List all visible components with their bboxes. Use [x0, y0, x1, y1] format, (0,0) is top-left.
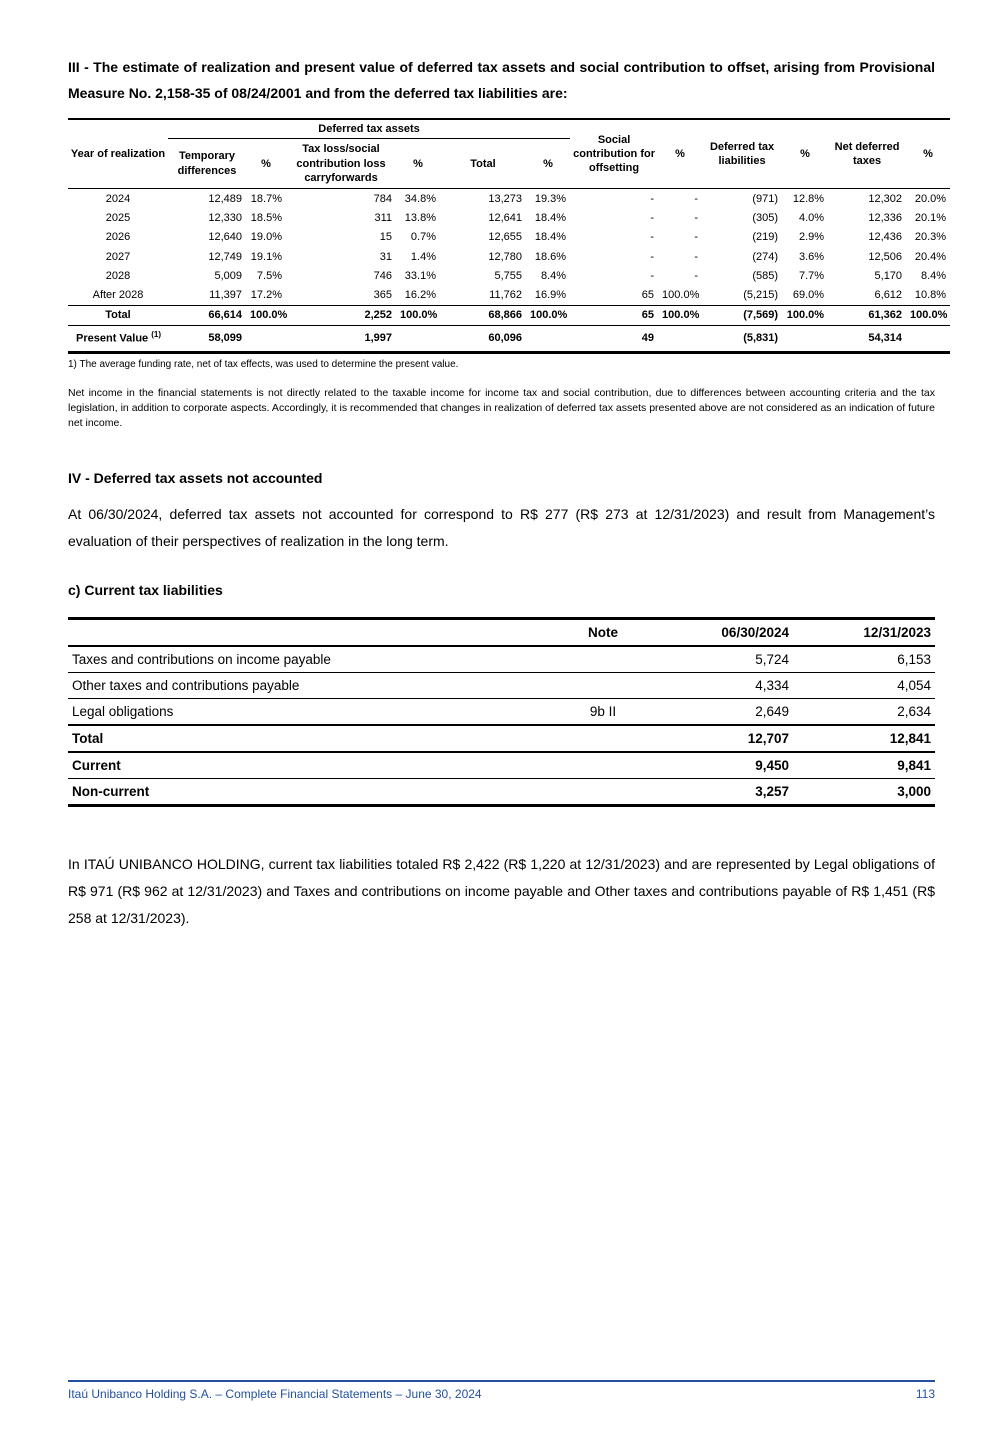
table-cell	[558, 725, 648, 752]
table-cell: 10.8%	[914, 289, 947, 302]
table-cell: 12,841	[793, 725, 935, 752]
page-number: 113	[915, 1387, 935, 1401]
present-value-label-cell	[68, 326, 168, 353]
present-value-section	[68, 326, 950, 353]
table-row-data	[68, 286, 950, 306]
table-cell: 58,099	[208, 332, 242, 345]
table-row-data	[68, 228, 950, 247]
table-cell: -	[650, 192, 655, 205]
table-row-data	[68, 247, 950, 266]
table-cell: 66,614	[168, 305, 246, 325]
current-tax-table-header	[68, 619, 935, 647]
present-value-row	[68, 326, 950, 353]
table-cell: 6,612	[874, 289, 903, 302]
table-cell	[558, 673, 648, 699]
table-cell: 5,170	[874, 269, 903, 282]
table-cell: 8.4%	[540, 269, 567, 282]
table-cell: 12,780	[488, 250, 522, 263]
section-iv-heading: IV - Deferred tax assets not accounted	[68, 470, 323, 487]
table-cell: 12,302	[868, 192, 903, 205]
table-cell: 12,655	[488, 231, 522, 244]
table-row-data	[68, 646, 935, 673]
table-cell: 100.0%	[906, 305, 950, 325]
table-cell: 100.0%	[526, 305, 570, 325]
table-cell: 100.0%	[782, 305, 828, 325]
table-cell: 20.4%	[914, 250, 947, 263]
table-row-data	[68, 266, 950, 285]
table-cell: (219)	[752, 231, 779, 244]
col-header-percent: %	[906, 119, 950, 189]
table-cell: Legal obligations	[68, 699, 558, 726]
table-footnote: 1) The average funding rate, net of tax effects, was used to determine the present value.	[68, 359, 459, 371]
page-footer	[68, 1380, 935, 1401]
table-cell: 12,640	[208, 231, 242, 244]
table-cell: 12,707	[648, 725, 793, 752]
present-value-footnote-ref: (1)	[151, 330, 161, 340]
col-header-note: Note	[558, 619, 648, 647]
col-header-percent: %	[658, 119, 702, 189]
section-iii-heading: III - The estimate of realization and present value of deferred tax assets and social contribution to offset, arising from Provisional Measure No. 2,158-35 of 08/24/2001 and from the deferred tax liabilities are:	[68, 59, 935, 101]
current-tax-liabilities-table	[68, 617, 935, 807]
table-cell: 4.0%	[798, 211, 825, 224]
deferred-tax-table-header	[68, 119, 950, 189]
table-cell: 5,009	[214, 269, 242, 282]
table-row-bold	[68, 779, 935, 806]
table-cell: 11,762	[489, 289, 522, 302]
table-cell: 18.7%	[250, 192, 282, 205]
table-cell	[246, 326, 286, 353]
table-cell: 12.8%	[792, 192, 825, 205]
table-cell: -	[694, 231, 699, 244]
table-row-bold	[68, 752, 935, 779]
deferred-tax-table-body	[68, 189, 950, 326]
table-cell: 784	[373, 192, 392, 205]
table-cell: 20.1%	[914, 211, 947, 224]
table-cell: 4,054	[793, 673, 935, 699]
section-iv-paragraph: At 06/30/2024, deferred tax assets not accounted for correspond to R$ 277 (R$ 273 at 12/31/2023) and result from Management’s evaluation of their perspectives of realization in the long term.	[68, 506, 935, 550]
table-cell: Current	[68, 752, 558, 779]
table-cell: (7,569)	[702, 305, 782, 325]
table-cell: 100.0%	[662, 289, 700, 302]
table-cell: 12,749	[208, 250, 242, 263]
col-header-empty	[68, 619, 558, 647]
table-cell: 18.5%	[250, 211, 282, 224]
col-header-percent: %	[246, 139, 286, 189]
table-cell: 2,252	[286, 305, 396, 325]
table-cell: 1,997	[364, 332, 392, 345]
table-cell: 2027	[105, 250, 131, 263]
table-row-total	[68, 725, 935, 752]
table-cell: -	[650, 211, 655, 224]
footer-text: Itaú Unibanco Holding S.A. – Complete Financial Statements – June 30, 2024	[68, 1387, 482, 1401]
table-cell: 1.4%	[410, 250, 436, 263]
itau-holding-paragraph: In ITAÚ UNIBANCO HOLDING, current tax liabilities totaled R$ 2,422 (R$ 1,220 at 12/31/2023) and are represented by Legal obligations of R$ 971 (R$ 962 at 12/31/2023) and Taxes and contributions on income payable and Other taxes and contributions payable of R$ 1,451 (R$ 258 at 12/31/2023).	[68, 856, 935, 927]
table-cell: After 2028	[92, 289, 144, 302]
col-header-year-of-realization: Year of realization	[68, 119, 168, 189]
table-cell: (5,831)	[743, 332, 779, 345]
table-cell: 7.5%	[256, 269, 282, 282]
net-income-note-paragraph: Net income in the financial statements is not directly related to the taxable income for income tax and social contribution, due to differences between accounting criteria and the tax legislation, in addition to corporate aspects. Accordingly, it is recommended that changes in realization of deferred tax assets presented above are not considered as an indication of future net income.	[68, 387, 935, 430]
table-cell: 2026	[105, 231, 131, 244]
table-cell: 19.3%	[534, 192, 567, 205]
col-header-total: Total	[440, 139, 526, 189]
table-cell: 2,649	[648, 699, 793, 726]
col-header-deferred-tax-liabilities: Deferred tax liabilities	[702, 119, 782, 189]
table-cell: (971)	[752, 192, 779, 205]
table-cell: 31	[379, 250, 392, 263]
table-cell: 65	[570, 305, 658, 325]
table-cell: 2.9%	[798, 231, 825, 244]
table-cell: 61,362	[828, 305, 906, 325]
table-cell: 19.0%	[250, 231, 282, 244]
table-cell: Taxes and contributions on income payable	[68, 646, 558, 673]
table-cell: 65	[641, 289, 655, 302]
table-cell: 100.0%	[246, 305, 286, 325]
table-cell	[396, 326, 440, 353]
table-cell: -	[694, 250, 699, 263]
table-cell: 11,397	[209, 289, 242, 302]
col-header-social-contribution: Social contribution for offsetting	[570, 119, 658, 189]
group-header-deferred-tax-assets: Deferred tax assets	[168, 119, 570, 139]
table-row-data	[68, 189, 950, 209]
table-cell: 68,866	[440, 305, 526, 325]
table-cell: (5,215)	[743, 289, 779, 302]
table-cell: 15	[379, 231, 392, 244]
table-row-total	[68, 305, 950, 325]
table-cell: -	[694, 192, 699, 205]
table-cell	[558, 779, 648, 806]
table-cell: 3,257	[648, 779, 793, 806]
table-cell: 12,336	[868, 211, 903, 224]
table-cell: 18.6%	[534, 250, 567, 263]
table-cell: 33.1%	[404, 269, 436, 282]
table-header-row	[68, 619, 935, 647]
table-cell: 311	[374, 211, 392, 224]
col-header-date-prior: 12/31/2023	[793, 619, 935, 647]
table-cell: 100.0%	[658, 305, 702, 325]
table-cell: 18.4%	[534, 231, 567, 244]
table-cell: 2,634	[793, 699, 935, 726]
table-cell: 2028	[105, 269, 131, 282]
table-cell: 365	[373, 289, 392, 302]
table-cell: 20.0%	[914, 192, 947, 205]
table-cell: 13,273	[488, 192, 522, 205]
col-header-temporary-differences: Temporary differences	[168, 139, 246, 189]
col-header-date-current: 06/30/2024	[648, 619, 793, 647]
table-cell: 12,436	[868, 231, 903, 244]
table-cell: (305)	[752, 211, 779, 224]
table-cell: 54,314	[868, 332, 903, 345]
table-cell: 2025	[105, 211, 131, 224]
col-header-net-deferred-taxes: Net deferred taxes	[828, 119, 906, 189]
section-c-heading: c) Current tax liabilities	[68, 582, 223, 599]
table-cell: 13.8%	[404, 211, 436, 224]
table-cell: 9,841	[793, 752, 935, 779]
table-cell: -	[650, 269, 655, 282]
col-header-percent: %	[782, 119, 828, 189]
table-cell: 3.6%	[798, 250, 825, 263]
table-cell: 18.4%	[534, 211, 567, 224]
table-cell: 8.4%	[920, 269, 947, 282]
table-cell: Other taxes and contributions payable	[68, 673, 558, 699]
table-cell	[558, 752, 648, 779]
table-cell: 19.1%	[250, 250, 282, 263]
table-cell: 12,330	[208, 211, 242, 224]
table-row-data	[68, 208, 950, 227]
table-cell: -	[650, 250, 655, 263]
table-row-data	[68, 673, 935, 699]
table-cell: Non-current	[68, 779, 558, 806]
table-cell: 12,506	[868, 250, 903, 263]
table-cell	[782, 326, 828, 353]
table-cell: 16.2%	[404, 289, 436, 302]
table-cell	[526, 326, 570, 353]
table-cell: 100.0%	[396, 305, 440, 325]
table-cell: 20.3%	[914, 231, 947, 244]
current-tax-table-body	[68, 646, 935, 806]
table-cell	[906, 326, 950, 353]
table-cell	[558, 646, 648, 673]
table-cell: 2024	[105, 192, 131, 205]
table-cell: -	[650, 231, 655, 244]
table-cell: 49	[641, 332, 655, 345]
table-cell: 0.7%	[410, 231, 436, 244]
table-cell: 4,334	[648, 673, 793, 699]
table-cell: 6,153	[793, 646, 935, 673]
table-cell	[658, 326, 702, 353]
table-cell: (585)	[752, 269, 779, 282]
table-cell: -	[694, 269, 699, 282]
table-cell: 69.0%	[792, 289, 825, 302]
present-value-label: Present Value	[76, 332, 152, 345]
table-cell: 12,641	[488, 211, 522, 224]
table-cell: Total	[68, 305, 168, 325]
table-cell: 34.8%	[404, 192, 436, 205]
table-cell: 16.9%	[534, 289, 567, 302]
col-header-percent: %	[526, 139, 570, 189]
table-header-row	[68, 119, 950, 139]
col-header-tax-loss-carryforwards: Tax loss/social contribution loss carryforwards	[286, 139, 396, 189]
table-cell: Total	[68, 725, 558, 752]
col-header-percent: %	[396, 139, 440, 189]
table-row-data	[68, 699, 935, 726]
table-cell: 3,000	[793, 779, 935, 806]
table-cell: 9,450	[648, 752, 793, 779]
table-cell: (274)	[752, 250, 779, 263]
table-cell: 17.2%	[250, 289, 282, 302]
table-cell: 7.7%	[798, 269, 825, 282]
table-cell: 5,755	[494, 269, 522, 282]
table-cell: 746	[373, 269, 392, 282]
deferred-tax-table	[68, 118, 950, 354]
table-cell: 5,724	[648, 646, 793, 673]
table-cell: -	[694, 211, 699, 224]
table-cell: 12,489	[208, 192, 242, 205]
table-cell: 60,096	[488, 332, 522, 345]
table-cell: 9b II	[558, 699, 648, 726]
